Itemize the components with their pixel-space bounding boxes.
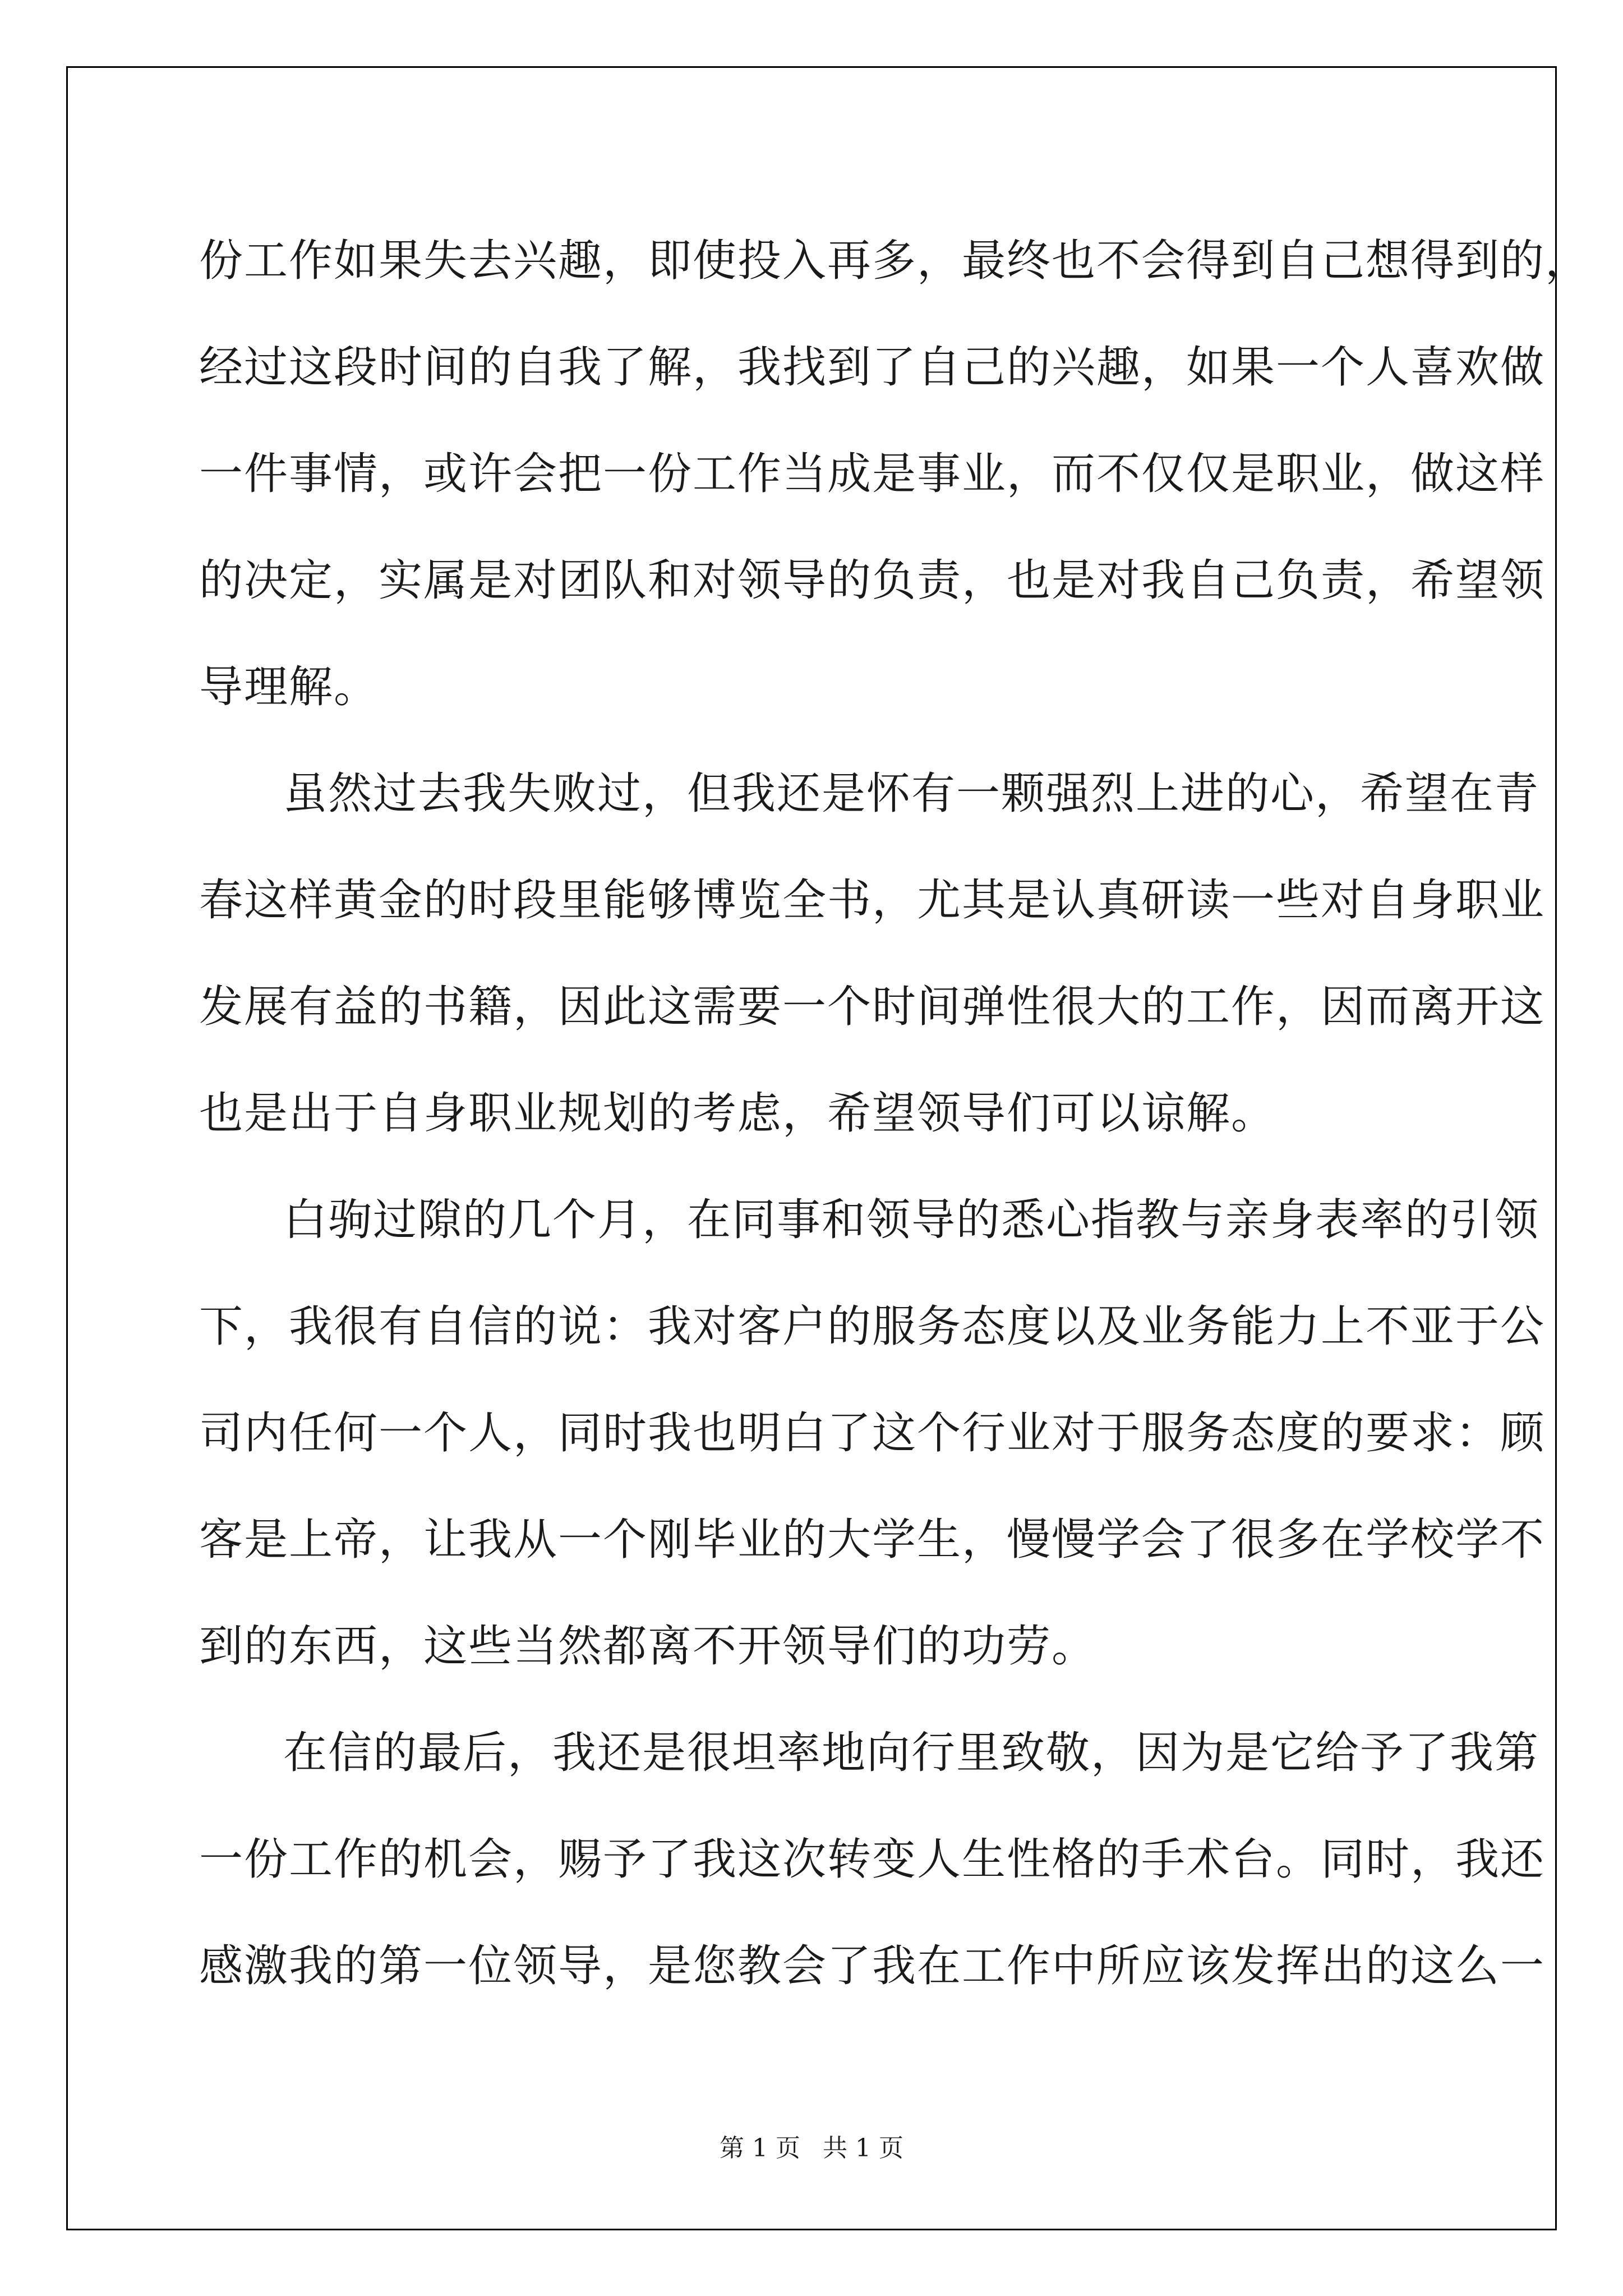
paragraph-start-line: 在信的最后，我还是很坦率地向行里致敬，因为是它给予了我第 xyxy=(283,1728,1540,1778)
text-line: 导理解。 xyxy=(199,662,379,712)
text-line: 一份工作的机会，赐予了我这次转变人生性格的手术台。同时，我还 xyxy=(199,1834,1546,1885)
page-number: 第 1 页 xyxy=(720,2134,800,2162)
text-line: 份工作如果失去兴趣，即使投入再多，最终也不会得到自己想得到的， xyxy=(199,236,1590,286)
text-line: 一件事情，或许会把一份工作当成是事业，而不仅仅是职业，做这样 xyxy=(199,449,1546,499)
document-body xyxy=(199,208,1590,2019)
text-line: 经过这段时间的自我了解，我找到了自己的兴趣，如果一个人喜欢做 xyxy=(199,342,1546,393)
text-line: 发展有益的书籍，因此这需要一个时间弹性很大的工作，因而离开这 xyxy=(199,982,1546,1032)
text-line: 客是上帝，让我从一个刚毕业的大学生，慢慢学会了很多在学校学不 xyxy=(199,1515,1546,1565)
page-total: 共 1 页 xyxy=(823,2134,903,2162)
text-line: 的决定，实属是对团队和对领导的负责，也是对我自己负责，希望领 xyxy=(199,555,1546,606)
text-line: 春这样黄金的时段里能够博览全书，尤其是认真研读一些对自身职业 xyxy=(199,875,1546,926)
text-line: 下，我很有自信的说：我对客户的服务态度以及业务能力上不亚于公 xyxy=(199,1301,1546,1352)
text-line: 到的东西，这些当然都离不开领导们的功劳。 xyxy=(199,1621,1097,1672)
paragraph-start-line: 白驹过隙的几个月，在同事和领导的悉心指教与亲身表率的引领 xyxy=(283,1195,1540,1245)
text-line: 感激我的第一位领导，是您教会了我在工作中所应该发挥出的这么一 xyxy=(199,1941,1546,1991)
text-line: 也是出于自身职业规划的考虑，希望领导们可以谅解。 xyxy=(199,1088,1276,1139)
page-footer xyxy=(0,2132,1623,2165)
text-line: 司内任何一个人，同时我也明白了这个行业对于服务态度的要求：顾 xyxy=(199,1408,1546,1458)
paragraph-start-line: 虽然过去我失败过，但我还是怀有一颗强烈上进的心，希望在青 xyxy=(283,769,1540,819)
